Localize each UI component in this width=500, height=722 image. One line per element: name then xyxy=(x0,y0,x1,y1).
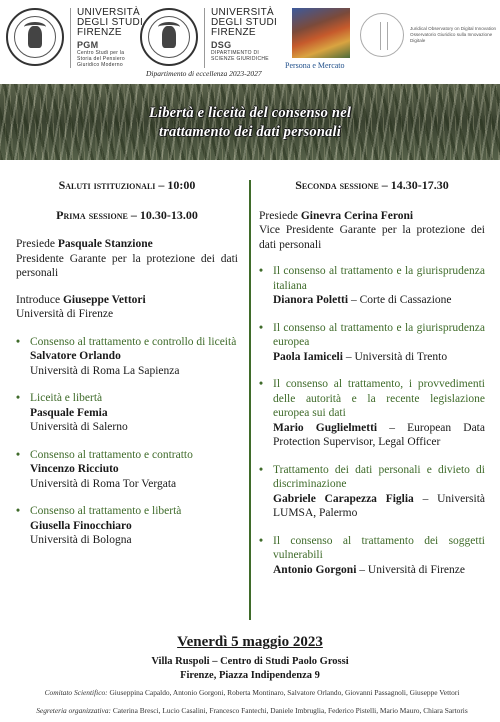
bullet-icon: • xyxy=(259,534,264,547)
prima-sessione-heading: Prima sessione – 10.30-13.00 xyxy=(56,207,198,222)
talk-item xyxy=(259,264,485,308)
talk-item xyxy=(259,463,485,521)
speaker-name: Pasquale Femia xyxy=(30,406,108,419)
seconda-sessione-heading: Seconda sessione – 14.30-17.30 xyxy=(295,178,449,192)
talk-item xyxy=(16,504,238,548)
event-title: Libertà e liceità del consenso nel trattamento dei dati personali xyxy=(148,105,352,140)
observatory-text: Juridical Observatory on Digital Innovation Osservatorio Giuridico sulla Innovazione Digitale xyxy=(410,26,497,43)
chair-name: Pasquale Stanzione xyxy=(57,238,153,250)
speaker-name: Paola Iamiceli xyxy=(273,350,343,363)
unifi-dsg-text: UNIVERSITÀ DEGLI STUDI FIRENZE DSG DIPARTIMENTO DI SCIENZE GIURIDICHE xyxy=(211,7,278,62)
talk-item xyxy=(259,534,485,578)
bullet-icon: • xyxy=(259,463,264,476)
talk-title: Consenso al trattamento e controllo di liceità xyxy=(30,335,237,348)
speaker-affiliation: – Corte di Cassazione xyxy=(348,294,452,306)
talk-title: Il consenso al trattamento e la giurisprudenza italiana xyxy=(273,265,485,292)
chair: Presiede Ginevra Cerina Feroni xyxy=(259,209,414,222)
persona-e-mercato-label: Persona e Mercato xyxy=(285,61,345,70)
speaker-affiliation: – Università di Firenze xyxy=(356,563,465,576)
unifi-pgm-logo[interactable] xyxy=(6,8,143,68)
dipartimento-eccellenza: Dipartimento di eccellenza 2023-2027 xyxy=(146,69,262,78)
talk-item xyxy=(259,377,485,450)
talk-item xyxy=(16,391,238,435)
bullet-icon: • xyxy=(259,321,264,334)
talk-title: Trattamento dei dati personali e divieto di discriminazione xyxy=(273,463,485,490)
speaker-affiliation: – Università LUMSA, Palermo xyxy=(273,492,485,519)
speaker-affiliation: Università di Bologna xyxy=(30,534,132,546)
chair-name: Ginevra Cerina Feroni xyxy=(300,209,414,222)
speaker-name: Antonio Gorgoni xyxy=(273,563,357,576)
right-column xyxy=(259,178,485,577)
chair-role: Vice Presidente Garante per la protezione dei dati personali xyxy=(259,224,485,251)
talk-item xyxy=(16,335,238,379)
chair-role: Presidente Garante per la protezione dei dati personali xyxy=(16,252,238,279)
talk-title: Il consenso al trattamento e la giurisprudenza europea xyxy=(273,321,485,348)
speaker-name: Gabriele Carapezza Figlia xyxy=(273,492,414,505)
talk-item xyxy=(16,448,238,492)
event-venue: Villa Ruspoli – Centro di Studi Paolo Grossi Firenze, Piazza Indipendenza 9 xyxy=(151,656,349,681)
speaker-name: Vincenzo Ricciuto xyxy=(30,463,119,475)
bullet-icon: • xyxy=(16,335,21,348)
header xyxy=(0,0,500,84)
talk-title: Liceità e libertà xyxy=(30,392,103,404)
bullet-icon: • xyxy=(16,392,21,404)
bullet-icon: • xyxy=(259,378,264,390)
chair: Presiede Pasquale Stanzione xyxy=(16,238,153,250)
speaker-name: Dianora Poletti xyxy=(273,294,349,306)
unifi-pgm-text: UNIVERSITÀ DEGLI STUDI FIRENZE PGM Centro Studi per la Storia del Pensiero Giuridico Moderno xyxy=(77,7,144,68)
university-seal-icon xyxy=(140,8,198,66)
talk-title: Il consenso al trattamento dei soggetti vulnerabili xyxy=(273,534,485,561)
introducer-affiliation: Università di Firenze xyxy=(16,308,114,320)
speaker-affiliation: – Università di Trento xyxy=(342,350,448,363)
persona-e-mercato-logo[interactable] xyxy=(292,8,350,58)
speaker-name: Mario Guglielmetti xyxy=(273,421,378,434)
bullet-icon: • xyxy=(16,505,21,517)
bullet-icon: • xyxy=(259,265,264,277)
scientific-committee: Comitato Scientifico: Giuseppina Capaldo, Antonio Gorgoni, Roberta Montinaro, Salvatore Orlando, Giovanni Passagnoli, Giuseppe Vettori xyxy=(44,688,460,697)
saluti-heading: Saluti istituzionali – 10:00 xyxy=(58,178,196,192)
organizing-secretariat: Segreteria organizzativa: Caterina Bresci, Lucio Casalini, Francesco Fantechi, Daniele Imbruglia, Federico Pistelli, Mario Mauro, Chiara Sartoris xyxy=(36,706,468,715)
unifi-dsg-logo[interactable] xyxy=(140,8,277,68)
talk-item xyxy=(259,321,485,365)
speaker-affiliation: – European Data Protection Supervisor, Legal Officer xyxy=(273,421,485,448)
introducer-name: Giuseppe Vettori xyxy=(62,293,146,306)
speaker-name: Giusella Finocchiaro xyxy=(30,519,132,532)
talk-title: Consenso al trattamento e libertà xyxy=(30,505,182,517)
speaker-affiliation: Università di Roma Tor Vergata xyxy=(30,477,177,490)
title-banner xyxy=(0,84,500,160)
talk-title: Il consenso al trattamento, i provvedimenti delle autorità e la recente legislazione europea sui dati xyxy=(273,378,485,419)
speaker-name: Salvatore Orlando xyxy=(30,350,121,362)
bullet-icon: • xyxy=(16,448,21,461)
talk-title: Consenso al trattamento e contratto xyxy=(30,448,193,461)
speaker-affiliation: Università di Salerno xyxy=(30,421,128,433)
event-date: Venerdì 5 maggio 2023 xyxy=(177,634,323,650)
speaker-affiliation: Università di Roma La Sapienza xyxy=(30,364,180,377)
observatory-logo-icon[interactable] xyxy=(360,13,404,57)
introducer: Introduce Giuseppe Vettori xyxy=(16,293,146,306)
left-column xyxy=(16,178,238,548)
university-seal-icon xyxy=(6,8,64,66)
column-divider xyxy=(249,180,251,620)
